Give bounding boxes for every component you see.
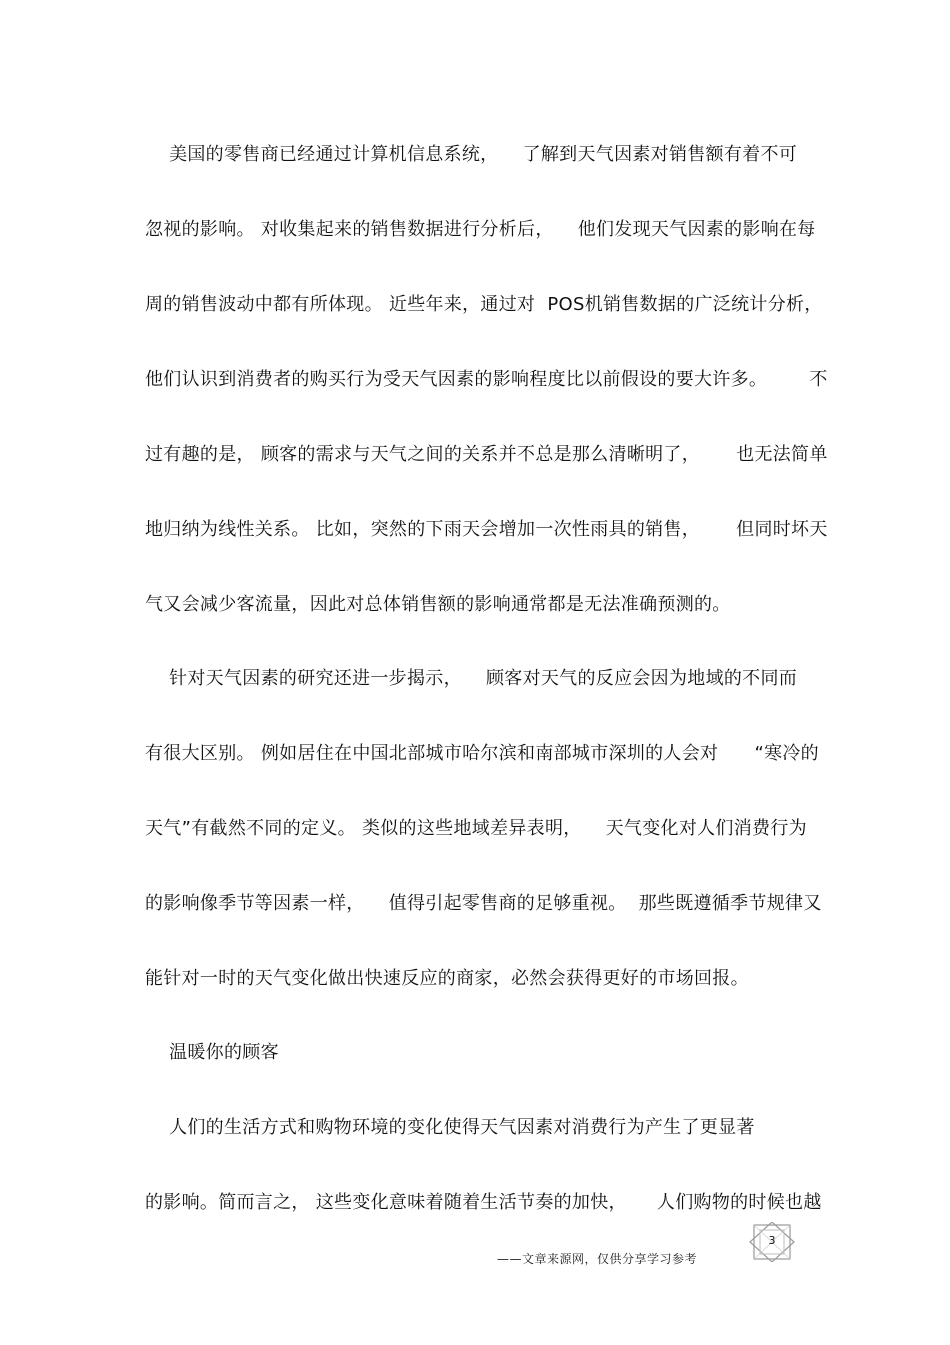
- page-number: 3: [768, 1234, 776, 1247]
- paragraph-1-line-6: 地归纳为线性关系。 比如，突然的下雨天会增加一次性雨具的销售， 但同时坏天: [145, 519, 828, 540]
- paragraph-2-line-3: 天气”有截然不同的定义。 类似的这些地域差异表明， 天气变化对人们消费行为: [145, 818, 807, 839]
- paragraph-1-line-3: 周的销售波动中都有所体现。 近些年来，通过对 POS机销售数据的广泛统计分析，: [145, 294, 823, 315]
- section-heading: 温暖你的顾客: [145, 1042, 279, 1063]
- paragraph-2-line-2: 有很大区别。 例如居住在中国北部城市哈尔滨和南部城市深圳的人会对 “寒冷的: [145, 743, 819, 764]
- paragraph-1-line-1: 美国的零售商已经通过计算机信息系统， 了解到天气因素对销售额有着不可: [145, 144, 798, 165]
- paragraph-3-line-2: 的影响。简而言之， 这些变化意味着随着生活节奏的加快， 人们购物的时候也越: [145, 1192, 822, 1213]
- paragraph-2-line-5: 能针对一时的天气变化做出快速反应的商家，必然会获得更好的市场回报。: [145, 968, 749, 989]
- paragraph-1-line-5: 过有趣的是， 顾客的需求与天气之间的关系并不总是那么清晰明了， 也无法简单: [145, 444, 828, 465]
- paragraph-1-line-2: 忽视的影响。 对收集起来的销售数据进行分析后， 他们发现天气因素的影响在每: [145, 219, 816, 240]
- paragraph-1-line-4: 他们认识到消费者的购买行为受天气因素的影响程度比以前假设的要大许多。 不: [145, 369, 828, 390]
- paragraph-1-line-7: 气又会减少客流量，因此对总体销售额的影响通常都是无法准确预测的。: [145, 594, 731, 615]
- footer-source-note: ——文章来源网，仅供分享学习参考: [497, 1252, 698, 1266]
- page-number-badge: [748, 1222, 796, 1262]
- paragraph-2-line-1: 针对天气因素的研究还进一步揭示， 顾客对天气的反应会因为地域的不同而: [145, 668, 798, 689]
- paragraph-3-line-1: 人们的生活方式和购物环境的变化使得天气因素对消费行为产生了更显著: [145, 1117, 755, 1138]
- paragraph-2-line-4: 的影响像季节等因素一样， 值得引起零售商的足够重视。 那些既遵循季节规律又: [145, 893, 822, 914]
